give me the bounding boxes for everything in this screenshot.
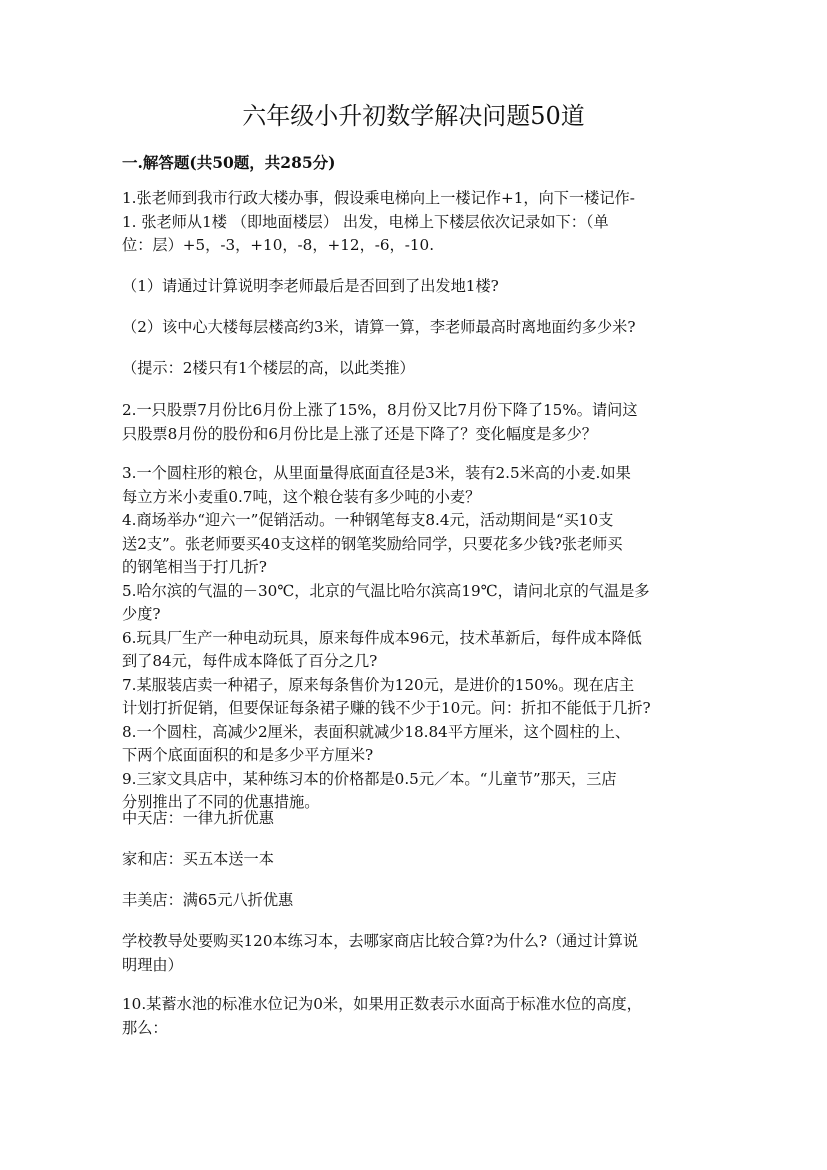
question-1-text: 1.张老师到我市行政大楼办事，假设乘电梯向上一楼记作+1，向下一楼记作- 1. 张老师从1楼 （即地面楼层） 出发，电梯上下楼层依次记录如下：（单 位：层）+5，-3，+10，-8，+12，-6，-10. [122, 189, 635, 254]
question-9-ask: 学校教导处要购买120本练习本，去哪家商店比较合算?为什么?（通过计算说 明理由） [122, 932, 639, 974]
store-zhongtian-offer: 中天店：一律九折优惠 [122, 809, 274, 827]
question-2-text: 2.一只股票7月份比6月份上涨了15%，8月份又比7月份下降了15%。请问这 只股票8月份的股份和6月份比是上涨了还是下降了？变化幅度是多少？ [122, 401, 638, 443]
question-10-text: 10.某蓄水池的标准水位记为0米，如果用正数表示水面高于标准水位的高度， 那么： [122, 995, 642, 1037]
question-1-hint: （提示：2楼只有1个楼层的高，以此类推） [122, 359, 415, 377]
store-fengmei-offer: 丰美店：满65元八折优惠 [122, 891, 294, 909]
questions-3-to-9-block: 3.一个圆柱形的粮仓，从里面量得底面直径是3米，装有2.5米高的小麦.如果 每立方米小麦重0.7吨，这个粮仓装有多少吨的小麦？ 4.商场举办“迎六一”促销活动。一种钢笔每支8.4元，活动期间是“买10支 送2支”。张老师要买40支这样的钢笔奖励给同学，只要花多少钱?张老师买 的钢笔相当于打几折? 5.哈尔滨的气温的－30℃，北京的气温比哈尔滨高19℃，请问北京的气温是多 少度? 6.玩具厂生产一种电动玩具，原来每件成本96元，技术革新后，每件成本降低 到了84元，每件成本降低了百分之几? 7.某服装店卖一种裙子，原来每条售价为120元，是进价的150%。现在店主 计划打折促销，但要保证每条裙子赚的钱不少于10元。问：折扣不能低于几折? 8.一个圆柱，高减少2厘米，表面积就减少18.84平方厘米，这个圆柱的上、 下两个底面面积的和是多少平方厘米? 9.三家文具店中，某种练习本的价格都是0.5元／本。“儿童节”那天，三店 分别推出了不同的优惠措施。 [122, 464, 651, 811]
store-jiahe-offer: 家和店：买五本送一本 [122, 850, 274, 868]
question-1-part-1: （1）请通过计算说明李老师最后是否回到了出发地1楼? [122, 277, 499, 295]
document-title: 六年级小升初数学解决问题50道 [242, 102, 585, 130]
section-heading: 一.解答题(共50题，共285分) [122, 153, 336, 172]
question-1-part-2: （2）该中心大楼每层楼高约3米，请算一算，李老师最高时离地面约多少米? [122, 318, 636, 336]
